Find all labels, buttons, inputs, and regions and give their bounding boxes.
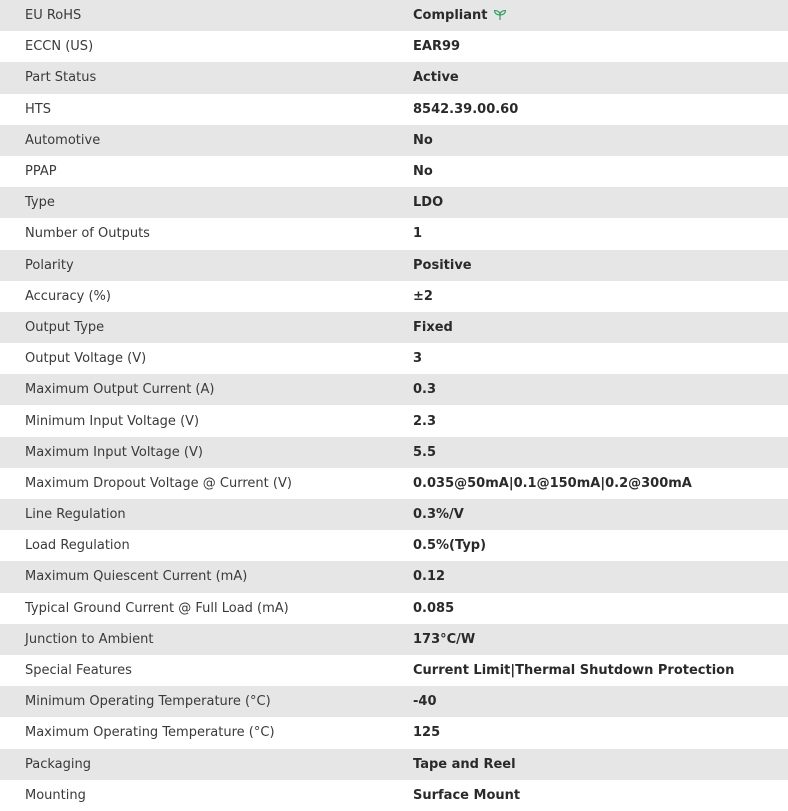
spec-label: Packaging xyxy=(25,756,91,772)
spec-value: 0.5%(Typ) xyxy=(413,538,487,554)
spec-value: Tape and Reel xyxy=(413,756,516,772)
spec-row-mounting xyxy=(0,780,788,811)
spec-label: Maximum Output Current (A) xyxy=(25,382,215,398)
spec-value: ±2 xyxy=(413,288,433,304)
spec-row-eu-rohs xyxy=(0,0,788,31)
spec-value: 173°C/W xyxy=(413,631,476,647)
spec-value: Compliant xyxy=(413,8,488,24)
spec-row-eccn xyxy=(0,31,788,62)
spec-row-line-regulation xyxy=(0,499,788,530)
spec-row-output-voltage xyxy=(0,343,788,374)
spec-row-max-dropout-voltage xyxy=(0,468,788,499)
spec-row-max-output-current xyxy=(0,374,788,405)
spec-value: No xyxy=(413,132,433,148)
spec-label: PPAP xyxy=(25,164,57,180)
spec-row-packaging xyxy=(0,749,788,780)
spec-row-accuracy xyxy=(0,281,788,312)
spec-label: Maximum Operating Temperature (°C) xyxy=(25,725,275,741)
spec-label: Minimum Input Voltage (V) xyxy=(25,413,200,429)
spec-label: Junction to Ambient xyxy=(25,631,154,647)
spec-row-type xyxy=(0,187,788,218)
spec-value: EAR99 xyxy=(413,39,461,55)
spec-value: 1 xyxy=(413,226,423,242)
leaf-icon xyxy=(493,9,507,21)
spec-label: Typical Ground Current @ Full Load (mA) xyxy=(25,600,289,616)
spec-row-number-of-outputs xyxy=(0,218,788,249)
spec-row-load-regulation xyxy=(0,530,788,561)
spec-label: Polarity xyxy=(25,257,74,273)
spec-row-max-quiescent-current xyxy=(0,561,788,592)
spec-label: Accuracy (%) xyxy=(25,288,111,304)
spec-value: 0.3 xyxy=(413,382,437,398)
spec-label: EU RoHS xyxy=(25,8,82,24)
spec-label: Maximum Input Voltage (V) xyxy=(25,444,203,460)
spec-value: 0.12 xyxy=(413,569,446,585)
spec-value: 8542.39.00.60 xyxy=(413,101,519,117)
spec-label: Output Voltage (V) xyxy=(25,351,147,367)
spec-label: Part Status xyxy=(25,70,97,86)
spec-value: 0.085 xyxy=(413,600,455,616)
spec-row-max-operating-temp xyxy=(0,717,788,748)
spec-row-ppap xyxy=(0,156,788,187)
spec-value: Surface Mount xyxy=(413,787,521,803)
spec-value-cell xyxy=(388,0,788,31)
spec-label: Number of Outputs xyxy=(25,226,150,242)
spec-value: Fixed xyxy=(413,319,453,335)
spec-value: 0.035@50mA|0.1@150mA|0.2@300mA xyxy=(413,475,692,491)
spec-label: Maximum Dropout Voltage @ Current (V) xyxy=(25,475,292,491)
spec-value: Current Limit|Thermal Shutdown Protection xyxy=(413,663,735,679)
spec-row-max-input-voltage xyxy=(0,437,788,468)
spec-label: Minimum Operating Temperature (°C) xyxy=(25,694,271,710)
spec-row-min-operating-temp xyxy=(0,686,788,717)
spec-label: Special Features xyxy=(25,663,132,679)
spec-row-special-features xyxy=(0,655,788,686)
spec-row-polarity xyxy=(0,250,788,281)
spec-value: LDO xyxy=(413,195,444,211)
spec-label: Automotive xyxy=(25,132,101,148)
spec-label: Output Type xyxy=(25,319,105,335)
spec-value: 5.5 xyxy=(413,444,437,460)
spec-value: 3 xyxy=(413,351,423,367)
spec-value: 2.3 xyxy=(413,413,437,429)
spec-row-min-input-voltage xyxy=(0,405,788,436)
spec-label: HTS xyxy=(25,101,51,117)
spec-row-typical-ground-current xyxy=(0,593,788,624)
spec-value: 0.3%/V xyxy=(413,507,464,523)
spec-row-part-status xyxy=(0,62,788,93)
spec-value: Active xyxy=(413,70,459,86)
spec-row-automotive xyxy=(0,125,788,156)
spec-label: Mounting xyxy=(25,787,86,803)
spec-row-junction-to-ambient xyxy=(0,624,788,655)
spec-row-output-type xyxy=(0,312,788,343)
spec-label: ECCN (US) xyxy=(25,39,94,55)
spec-label: Load Regulation xyxy=(25,538,130,554)
spec-value: 125 xyxy=(413,725,441,741)
spec-value: -40 xyxy=(413,694,437,710)
spec-label: Maximum Quiescent Current (mA) xyxy=(25,569,248,585)
spec-label: Line Regulation xyxy=(25,507,126,523)
spec-value: No xyxy=(413,164,433,180)
spec-row-hts xyxy=(0,94,788,125)
spec-label: Type xyxy=(25,195,55,211)
spec-value: Positive xyxy=(413,257,472,273)
